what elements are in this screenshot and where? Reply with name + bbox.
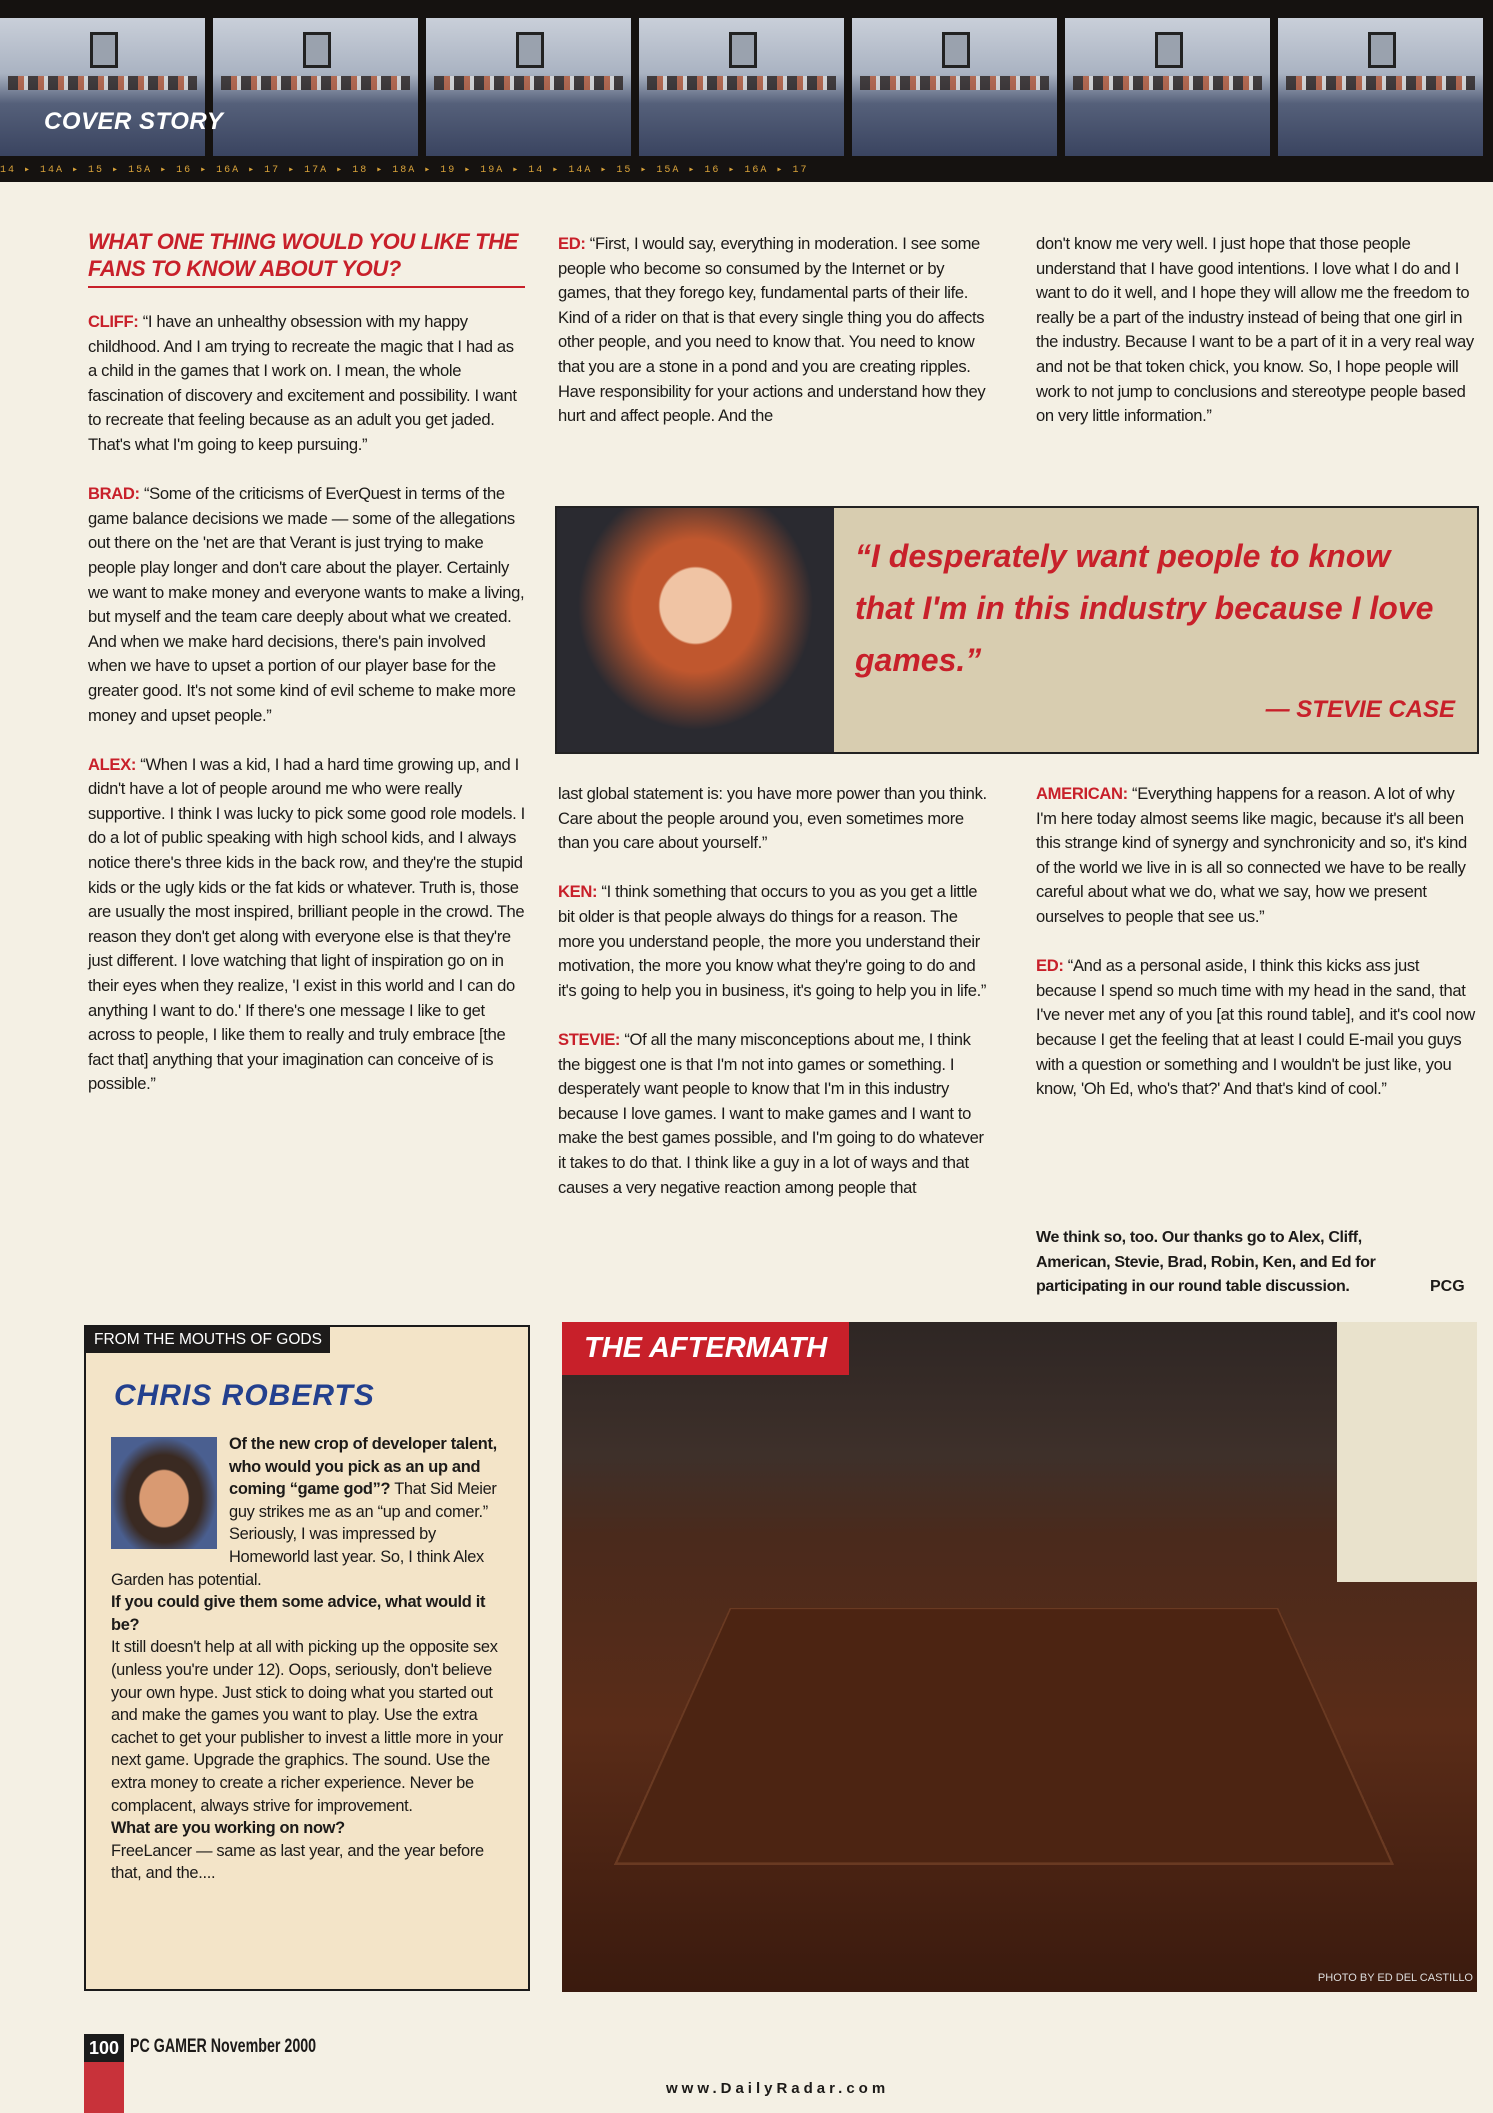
film-frame	[426, 18, 631, 156]
paragraph-text: don't know me very well. I just hope that those people understand that I have good intentions. I love what I do and I want to do it well, and I hope they will allow me the freedom to really be a part of the industry instead of being that one girl in the industry. Because I want to be a part of it in a very real way and not be that token chick, you know. So, I hope people will work to not jump to conclusions and stereotype people based on very little information.”	[1036, 234, 1474, 426]
speaker-name: STEVIE:	[558, 1029, 621, 1049]
interview-paragraph	[88, 310, 525, 458]
interview-paragraph	[1036, 232, 1476, 429]
photo-banner: THE AFTERMATH	[562, 1322, 849, 1375]
closing-note: We think so, too. Our thanks go to Alex, Cliff, American, Stevie, Brad, Robin, Ken, and Ed for participating in our round table discussion.	[1036, 1229, 1376, 1295]
speaker-name: AMERICAN:	[1036, 784, 1128, 803]
pull-quote-text: “I desperately want people to know that I'm in this industry because I love games.”	[855, 538, 1434, 678]
film-frame	[1278, 18, 1483, 156]
footer-url[interactable]: www.DailyRadar.com	[666, 2080, 890, 2097]
speaker-name: BRAD:	[88, 484, 140, 504]
paragraph-text: “I have an unhealthy obsession with my happy childhood. And I am trying to recreate the magic that I had as a child in the games that I work on. I mean, the whole fascination of discovery and excitement and possibility. I want to recreate that feeling because as an adult you get jaded. That's what I'm going to keep pursuing.”	[88, 312, 517, 454]
speaker-name: ED:	[1036, 956, 1064, 976]
film-frame	[1065, 18, 1270, 156]
aftermath-photo	[562, 1322, 1477, 1992]
speaker-name: KEN:	[558, 882, 598, 902]
paragraph-text: “First, I would say, everything in moderation. I see some people who become so consumed by the Internet or by games, that they forego key, fundamental parts of their life. Kind of a rider on that is that every single thing you do affects other people, and you need to know that. You need to know that you are a stone in a pond and you are creating ripples. Have responsibility for your actions and understand how they hurt and affect people. And the	[558, 234, 986, 426]
sidebar-question: What are you working on now?	[111, 1819, 345, 1838]
sidebar-tag: FROM THE MOUTHS OF GODS	[86, 1327, 330, 1353]
speaker-name: ALEX:	[88, 754, 137, 774]
sidebar-question: Of the new crop of developer talent, who would you pick as an up and coming “game god”?	[229, 1435, 497, 1499]
section-label: COVER STORY	[44, 108, 224, 135]
film-frame	[639, 18, 844, 156]
paragraph-text: “When I was a kid, I had a hard time growing up, and I didn't have a lot of people around me who were really supportive. I think I was lucky to pick some good role models. I do a lot of public speaking with high school kids, and I always notice there's three kids in the back row, and they're the stupid kids or the ugly kids or the fat kids or whatever. Truth is, those are usually the most inspired, brilliant people in the crowd. The reason they don't get along with everyone else is that they're just different. I love watching that light of inspiration go on in their eyes when they realize, 'I exist in this world and I can do anything I want to do.' If there's one message I like to get across to people, I like them to really and truly embrace [the fact that] anything that your imagination can conceive of is possible.”	[88, 754, 525, 1094]
interview-paragraph	[88, 753, 525, 1097]
photo-conference-table	[614, 1608, 1394, 1865]
paragraph-text: “And as a personal aside, I think this kicks ass just because I spend so much time with my head in the sand, that I've never met any of you [at this round table], and it's cool now because I get the feeling that at least I could E-mail you guys with a question or something and I wouldn't be just like, you know, 'Oh Ed, who's that?' And that's kind of cool.”	[1036, 956, 1475, 1099]
sidebar-title: CHRIS ROBERTS	[114, 1379, 375, 1412]
interview-paragraph	[558, 232, 990, 429]
interview-paragraph	[558, 880, 990, 1003]
sidebar-box	[84, 1325, 530, 1991]
column-2-bottom	[558, 782, 990, 1225]
paragraph-text: “I think something that occurs to you as you get a little bit older is that people always do things for a reason. The more you understand people, the more you understand their motivation, the more you know what they're going to do and it's going to help you in business, it's going to help you in life.”	[558, 882, 987, 1000]
film-frame	[852, 18, 1057, 156]
speaker-name: CLIFF:	[88, 312, 139, 331]
column-2-top	[558, 232, 990, 453]
paragraph-text: last global statement is: you have more power than you think. Care about the people around you, even sometimes more than you care about yourself.”	[558, 784, 987, 853]
column-1	[88, 228, 525, 1122]
paragraph-text: “Some of the criticisms of EverQuest in terms of the game balance decisions we made — some of the allegations out there on the 'net are that Verant is just trying to make people play longer and don't care about the player. Certainly we want to make money and everyone wants to make a living, but myself and the team care deeply about what we created. And when we make hard decisions, there's pain involved when we have to upset a portion of our player base for the greater good. It's not some kind of evil scheme to make more money and upset people.”	[88, 484, 525, 725]
pull-quote-attribution: — STEVIE CASE	[1265, 696, 1455, 723]
interview-paragraph	[1036, 782, 1476, 930]
column-3-bottom	[1036, 782, 1476, 1126]
sidebar-answer: That Sid Meier guy strikes me as an “up and comer.” Seriously, I was impressed by Homeworld last year. So, I think Alex Garden has potential.	[111, 1480, 497, 1589]
question-heading: WHAT ONE THING WOULD YOU LIKE THE FANS TO KNOW ABOUT YOU?	[88, 228, 525, 288]
photo-credit: PHOTO BY ED DEL CASTILLO	[1317, 1972, 1473, 1984]
stevie-case-photo	[557, 508, 834, 752]
interview-paragraph	[88, 482, 525, 728]
pull-quote-box	[555, 506, 1479, 754]
filmstrip-header	[0, 0, 1493, 182]
film-frame	[213, 18, 418, 156]
page-number: 100	[84, 2034, 124, 2062]
magazine-issue: PC GAMER November 2000	[130, 2036, 317, 2057]
filmstrip-frames	[0, 18, 1493, 156]
sidebar-question: If you could give them some advice, what would it be?	[111, 1593, 486, 1634]
speaker-name: ED:	[558, 234, 586, 253]
sidebar-answer: It still doesn't help at all with picking up the opposite sex (unless you're under 12). Oops, seriously, don't believe your own hype. Just stick to doing what you started out and make the games you want to play. Use the extra cachet to get your publisher to invest a little more in your next game. Upgrade the graphics. The sound. Use the extra money to create a richer experience. Never be complacent, always strive for improvement.	[111, 1638, 503, 1815]
interview-paragraph	[1036, 954, 1476, 1102]
paragraph-text: “Everything happens for a reason. A lot of why I'm here today almost seems like magic, because it's all been this strange kind of synergy and synchronicity and so, it's kind of the world we live in is all so connected we have to be really careful about what we do, what we say, how we present ourselves to people that see us.”	[1036, 784, 1467, 926]
interview-paragraph	[558, 1028, 990, 1200]
sidebar-interview	[111, 1433, 511, 1885]
photo-wall	[1337, 1322, 1477, 1582]
film-edge-markings: 14 ▸ 14A ▸ 15 ▸ 15A ▸ 16 ▸ 16A ▸ 17 ▸ 17A ▸ 18 ▸ 18A ▸ 19 ▸ 19A ▸ 14 ▸ 14A ▸ 15 ▸ 15A ▸ 16 ▸ 16A ▸ 17	[0, 165, 809, 176]
end-mark: PCG	[1430, 1278, 1465, 1295]
paragraph-text: “Of all the many misconceptions about me, I think the biggest one is that I'm not into games or something. I desperately want people to know that I'm in this industry because I love games. I want to make games and I want to make the best games possible, and I'm going to do whatever it takes to do that. I think like a guy in a lot of ways and that causes a very negative reaction among people that	[558, 1029, 984, 1197]
sidebar-answer: FreeLancer — same as last year, and the year before that, and the....	[111, 1841, 484, 1883]
interview-paragraph	[558, 782, 990, 856]
column-3-top	[1036, 232, 1476, 453]
